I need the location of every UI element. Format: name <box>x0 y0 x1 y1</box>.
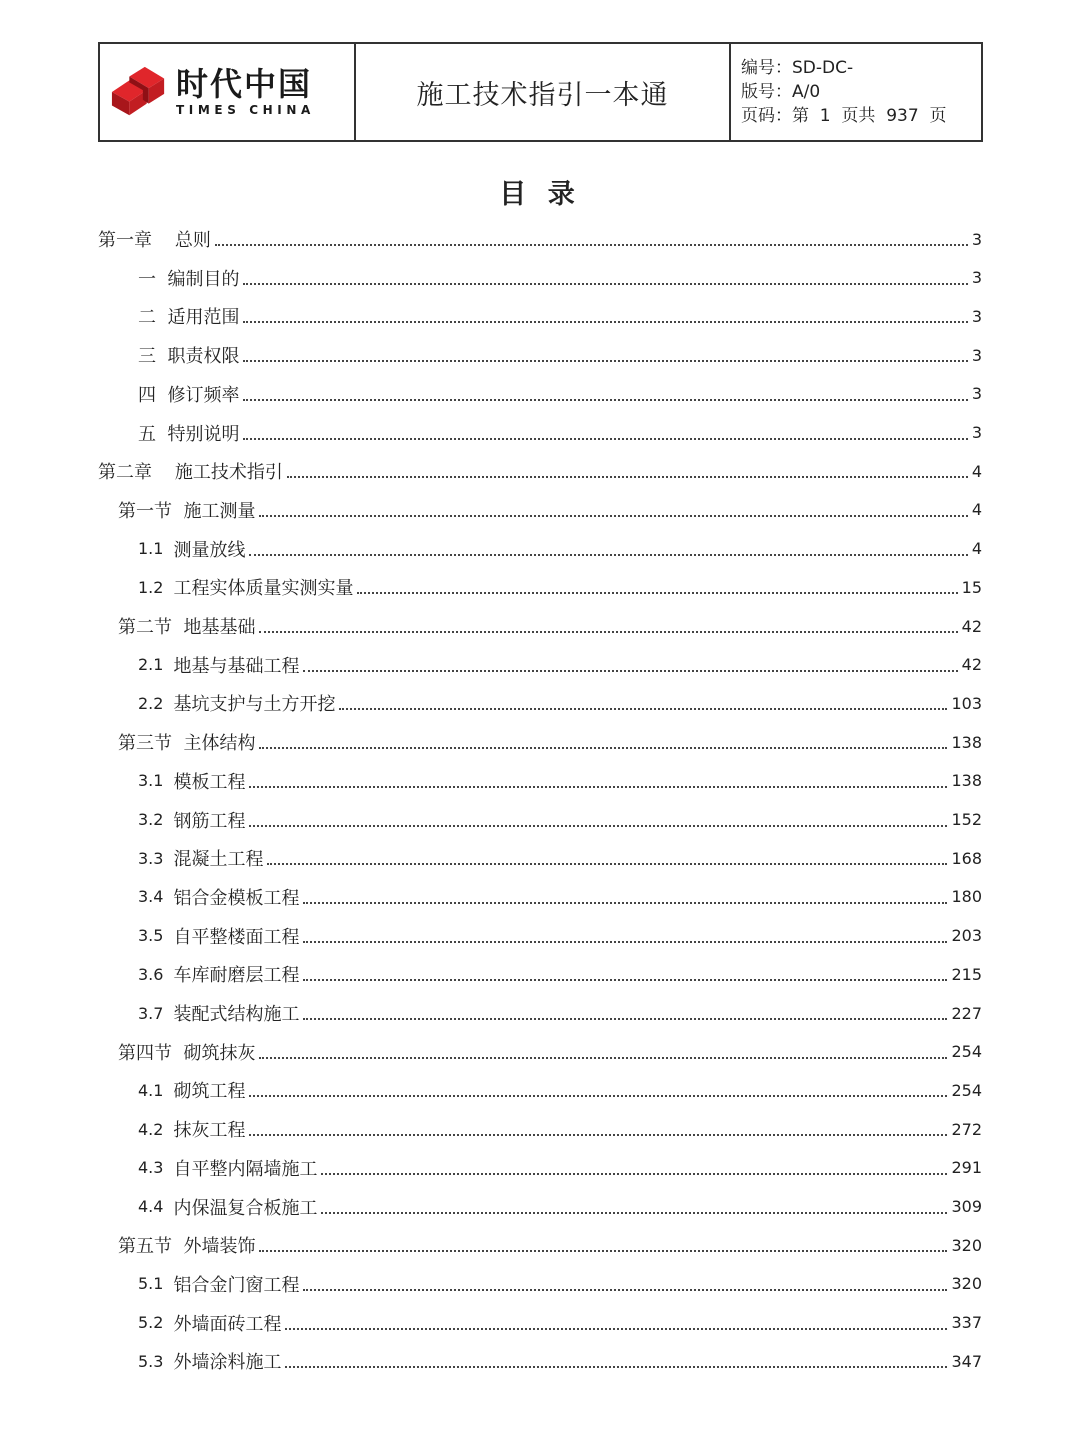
toc-dot-leader <box>287 476 968 478</box>
toc-entry-label: 混凝土工程 <box>173 849 264 871</box>
document-version: 版号：A/0 <box>741 82 821 102</box>
toc-entry[interactable] <box>118 607 982 645</box>
toc-dot-leader <box>243 360 967 362</box>
toc-entry[interactable] <box>138 297 982 335</box>
toc-entry[interactable] <box>138 568 982 606</box>
toc-entry-label: 外墙面砖工程 <box>173 1313 282 1335</box>
toc-dot-leader <box>303 670 957 672</box>
toc-entry-label: 二 适用范围 <box>138 307 240 329</box>
toc-dot-leader <box>259 1250 947 1252</box>
toc-entry-label: 钢筋工程 <box>173 810 246 832</box>
toc-entry-number: 1.1 <box>138 539 164 559</box>
toc-entry-label: 第一节 施工测量 <box>118 500 256 522</box>
toc-entry-label: 铝合金门窗工程 <box>173 1274 300 1296</box>
toc-entry-page: 320 <box>951 1274 982 1294</box>
toc-entry-page: 337 <box>951 1313 982 1333</box>
toc-entry[interactable] <box>138 1149 982 1187</box>
toc-entry-number: 3.2 <box>138 810 164 829</box>
toc-dot-leader <box>243 438 967 440</box>
toc-entry-label: 第二章 施工技术指引 <box>98 462 283 484</box>
toc-entry[interactable] <box>138 955 982 993</box>
toc-entry-label: 铝合金模板工程 <box>173 887 300 909</box>
times-china-logo-icon <box>110 63 168 121</box>
toc-entry-number: 2.2 <box>138 693 164 713</box>
toc-entry-page: 15 <box>961 577 982 597</box>
toc-entry-label: 车库耐磨层工程 <box>173 965 300 987</box>
toc-dot-leader <box>259 515 967 517</box>
toc-entry[interactable] <box>138 414 982 452</box>
toc-entry-number: 3.7 <box>138 1003 164 1023</box>
toc-entry-page: 42 <box>961 655 982 675</box>
toc-entry[interactable] <box>118 491 982 529</box>
toc-entry-page: 3 <box>971 229 982 249</box>
toc-entry[interactable] <box>138 1188 982 1226</box>
toc-entry[interactable] <box>138 646 982 684</box>
toc-dot-leader <box>243 399 967 401</box>
toc-entry-label: 三 职责权限 <box>138 346 240 368</box>
toc-dot-leader <box>303 1289 947 1291</box>
toc-entry-page: 215 <box>951 964 982 984</box>
toc-entry-number: 4.2 <box>138 1119 164 1139</box>
toc-entry[interactable] <box>138 1265 982 1303</box>
toc-dot-leader <box>243 283 967 285</box>
toc-entry-page: 227 <box>951 1003 982 1023</box>
toc-entry[interactable] <box>138 839 982 877</box>
toc-dot-leader <box>303 1018 947 1020</box>
toc-entry[interactable] <box>138 336 982 374</box>
toc-entry[interactable] <box>138 917 982 955</box>
company-logo <box>100 44 356 140</box>
page-title: 目 录 <box>499 179 581 210</box>
toc-entry-label: 第四节 砌筑抹灰 <box>118 1042 256 1064</box>
toc-entry-number: 5.1 <box>138 1274 164 1294</box>
toc-entry-number: 4.4 <box>138 1197 164 1216</box>
toc-entry-page: 320 <box>951 1235 982 1255</box>
toc-entry-number: 3.6 <box>138 964 164 984</box>
toc-dot-leader <box>259 1057 947 1059</box>
toc-entry[interactable] <box>118 1226 982 1264</box>
toc-entry-number: 5.2 <box>138 1313 164 1333</box>
toc-entry-number: 1.2 <box>138 577 164 597</box>
toc-entry[interactable] <box>138 1071 982 1109</box>
toc-entry-label: 地基与基础工程 <box>173 655 300 677</box>
document-meta <box>731 44 981 140</box>
toc-entry-label: 四 修订频率 <box>138 384 240 406</box>
toc-dot-leader <box>249 1134 947 1136</box>
toc-entry-page: 3 <box>971 384 982 404</box>
toc-entry[interactable] <box>118 1033 982 1071</box>
toc-entry-number: 3.5 <box>138 926 164 946</box>
toc-entry[interactable] <box>138 994 982 1032</box>
toc-dot-leader <box>215 244 968 246</box>
toc-entry[interactable] <box>138 530 982 568</box>
toc-entry-page: 254 <box>951 1042 982 1062</box>
toc-entry-page: 291 <box>951 1158 982 1178</box>
toc-entry-page: 180 <box>951 887 982 907</box>
toc-dot-leader <box>321 1173 947 1175</box>
toc-entry-label: 外墙涂料施工 <box>173 1352 282 1374</box>
toc-entry-page: 103 <box>951 693 982 713</box>
toc-dot-leader <box>303 902 947 904</box>
toc-dot-leader <box>243 321 967 323</box>
toc-entry[interactable] <box>138 1304 982 1342</box>
logo-cn-text: 时代中国 <box>176 65 313 103</box>
toc-entry-number: 3.3 <box>138 848 164 868</box>
toc-entry-label: 基坑支护与土方开挖 <box>173 694 336 716</box>
toc-entry-page: 4 <box>971 500 982 520</box>
toc-entry-number: 4.1 <box>138 1080 164 1100</box>
toc-dot-leader <box>249 554 967 556</box>
toc-entry-page: 254 <box>951 1080 982 1100</box>
logo-en-text: TIMES CHINA <box>176 103 315 117</box>
toc-entry-label: 模板工程 <box>173 771 246 793</box>
toc-entry-label: 内保温复合板施工 <box>173 1197 318 1219</box>
toc-entry-page: 168 <box>951 848 982 868</box>
toc-entry-page: 3 <box>971 306 982 326</box>
document-title: 施工技术指引一本通 <box>356 44 731 140</box>
toc-entry-page: 3 <box>971 423 982 442</box>
toc-entry-number: 5.3 <box>138 1351 164 1371</box>
toc-entry-page: 347 <box>951 1351 982 1371</box>
toc-dot-leader <box>267 863 947 865</box>
toc-entry-label: 第一章 总则 <box>98 230 211 251</box>
toc-entry[interactable] <box>138 1110 982 1148</box>
toc-entry[interactable] <box>138 878 982 916</box>
toc-entry-label: 测量放线 <box>173 539 246 561</box>
toc-entry-label: 装配式结构施工 <box>173 1004 300 1025</box>
toc-entry-page: 138 <box>951 771 982 791</box>
toc-entry[interactable] <box>138 259 982 297</box>
toc-entry-label: 自平整楼面工程 <box>173 926 300 948</box>
toc-entry-label: 工程实体质量实测实量 <box>173 578 354 600</box>
toc-entry-label: 砌筑工程 <box>173 1081 246 1103</box>
toc-entry-label: 第三节 主体结构 <box>118 733 256 755</box>
toc-entry-page: 152 <box>951 810 982 829</box>
toc-dot-leader <box>357 592 957 594</box>
document-header <box>98 42 983 142</box>
toc-dot-leader <box>259 747 947 749</box>
toc-entry-label: 抹灰工程 <box>173 1120 246 1142</box>
toc-entry-page: 4 <box>971 461 982 481</box>
toc-entry[interactable] <box>138 375 982 413</box>
toc-entry-label: 自平整内隔墙施工 <box>173 1158 318 1180</box>
toc-entry[interactable] <box>138 801 982 839</box>
toc-entry-page: 4 <box>971 539 982 559</box>
toc-dot-leader <box>285 1328 947 1330</box>
toc-entry-label: 第二节 地基基础 <box>118 617 256 638</box>
toc-entry-number: 2.1 <box>138 655 164 675</box>
toc-entry-page: 272 <box>951 1119 982 1139</box>
toc-dot-leader <box>303 941 947 943</box>
toc-entry[interactable] <box>138 684 982 722</box>
toc-entry-page: 309 <box>951 1197 982 1216</box>
toc-dot-leader <box>321 1212 947 1214</box>
toc-entry-number: 3.1 <box>138 771 164 791</box>
toc-entry-page: 203 <box>951 926 982 946</box>
document-page-count: 页码：第 1 页共 937 页 <box>741 106 947 126</box>
toc-entry[interactable] <box>118 723 982 761</box>
toc-entry-page: 3 <box>971 268 982 288</box>
toc-dot-leader <box>259 631 957 633</box>
toc-dot-leader <box>249 825 947 827</box>
document-code: 编号：SD-DC- <box>741 58 854 78</box>
toc-dot-leader <box>249 786 947 788</box>
toc-entry-page: 42 <box>961 616 982 636</box>
toc-entry-page: 138 <box>951 732 982 752</box>
toc-entry[interactable] <box>98 220 982 258</box>
toc-entry[interactable] <box>138 1342 982 1380</box>
toc-dot-leader <box>285 1366 947 1368</box>
toc-entry-label: 一 编制目的 <box>138 268 240 290</box>
toc-entry-number: 3.4 <box>138 887 164 907</box>
toc-entry-label: 第五节 外墙装饰 <box>118 1236 256 1258</box>
toc-entry-page: 3 <box>971 345 982 365</box>
toc-entry[interactable] <box>138 762 982 800</box>
toc-dot-leader <box>249 1095 947 1097</box>
toc-entry[interactable] <box>98 452 982 490</box>
toc-entry-number: 4.3 <box>138 1158 164 1178</box>
toc-dot-leader <box>339 708 947 710</box>
toc-dot-leader <box>303 979 947 981</box>
toc-entry-label: 五 特别说明 <box>138 423 240 445</box>
